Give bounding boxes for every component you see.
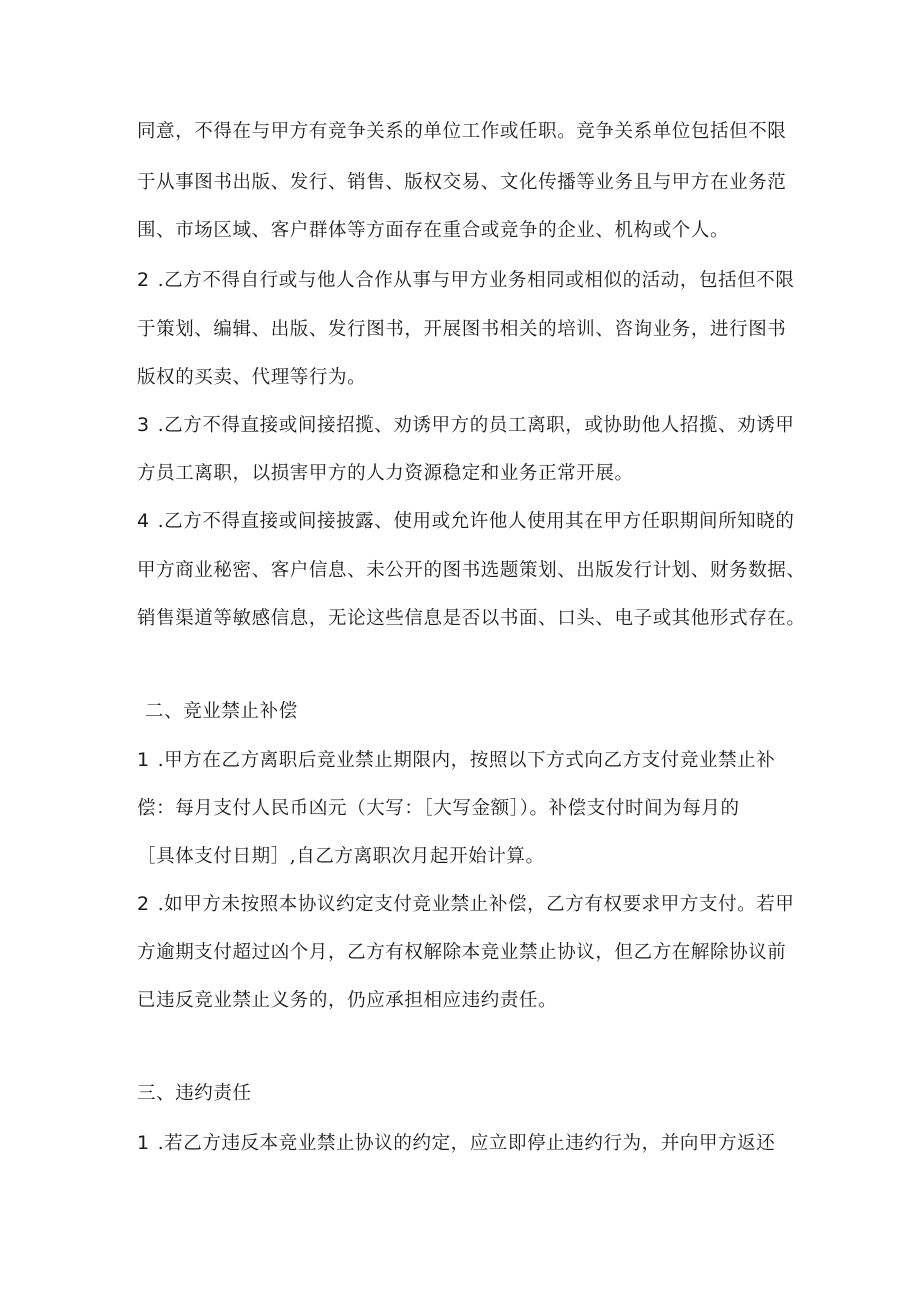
item-text: .若乙方违反本竞业禁止协议的约定，应立即停止违约行为，并向甲方返还 (157, 1133, 776, 1154)
item-number: 1 (137, 1132, 150, 1154)
paragraph-line: 已违反竞业禁止义务的，仍应承担相应违约责任。 (137, 990, 558, 1011)
section-heading: 三、违约责任 (137, 1083, 252, 1104)
paragraph-line: 围、市场区域、客户群体等方面存在重合或竞争的企业、机构或个人。 (137, 220, 730, 241)
paragraph-line: 同意，不得在与甲方有竞争关系的单位工作或任职。竞争关系单位包括但不限 (137, 121, 787, 142)
item-number: 4 (137, 510, 150, 532)
item-number: 2 (137, 269, 150, 291)
paragraph-line (137, 413, 797, 438)
item-number: 2 (137, 893, 150, 915)
paragraph-line (137, 509, 797, 534)
paragraph-line (137, 1131, 797, 1156)
paragraph-line: 版权的买卖、代理等行为。 (137, 367, 367, 388)
item-text: .如甲方未按照本协议约定支付竞业禁止补偿，乙方有权要求甲方支付。若甲 (157, 894, 795, 915)
paragraph-line: 方逾期支付超过凶个月，乙方有权解除本竞业禁止协议，但乙方在解除协议前 (137, 942, 787, 963)
paragraph-line: 方员工离职，以损害甲方的人力资源稳定和业务正常开展。 (137, 463, 634, 484)
paragraph-line: 甲方商业秘密、客户信息、未公开的图书选题策划、出版发行计划、财务数据、 (137, 560, 806, 581)
item-text: .乙方不得直接或间接披露、使用或允许他人使用其在甲方任职期间所知晓的 (157, 511, 795, 532)
item-text: .乙方不得自行或与他人合作从事与甲方业务相同或相似的活动，包括但不限 (157, 270, 795, 291)
paragraph-line (137, 748, 797, 773)
paragraph-line (137, 268, 797, 293)
item-number: 1 (137, 749, 150, 771)
item-text: .甲方在乙方离职后竞业禁止期限内，按照以下方式向乙方支付竞业禁止补 (157, 750, 776, 771)
paragraph-line: ［具体支付日期］,自乙方离职次月起开始计算。 (137, 846, 545, 867)
paragraph-line: 偿：每月支付人民币凶元（大写：［大写金额］）。补偿支付时间为每月的 (137, 798, 740, 819)
paragraph-line: 于从事图书出版、发行、销售、版权交易、文化传播等业务且与甲方在业务范 (137, 172, 787, 193)
paragraph-line: 于策划、编辑、出版、发行图书，开展图书相关的培训、咨询业务，进行图书 (137, 319, 787, 340)
section-heading: 二、竞业禁止补偿 (145, 701, 298, 722)
item-text: .乙方不得直接或间接招揽、劝诱甲方的员工离职，或协助他人招揽、劝诱甲 (157, 415, 795, 436)
item-number: 3 (137, 414, 150, 436)
paragraph-line: 销售渠道等敏感信息，无论这些信息是否以书面、口头、电子或其他形式存在。 (137, 608, 806, 629)
paragraph-line (137, 892, 797, 917)
